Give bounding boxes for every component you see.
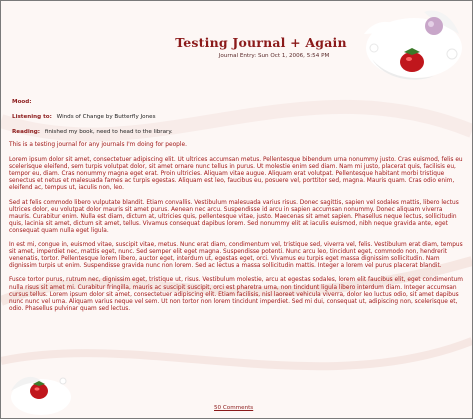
body-paragraph-4: Fusce tortor purus, rutrum nec, dignissim eget, tristique ut, risus. Vestibulum molestie, arcu at egestas sodales, lorem elit faucibus elit, eget condimentum nulla risus sit amet mi. Curabitur fringilla, mauris ac suscipit suscipit, orci est pharetra urna, non tincidunt ligula libero interdum diam. Integer accumsan cursus tellus. Lorem ipsum dolor sit amet, consectetuer adipiscing elit. Etiam facilisis, nisl laoreet vehicula viverra, dolor leo luctus odio, sit amet dapibus nunc nunc vel urna. Aliquam varius neque vel sem. Ut non tortor non lorem tincidunt imperdiet. Sed mi dui, consequat ut, adipiscing non, scelerisque et, odio. Phasellus pulvinar quam sed lectus. <box>9 277 463 312</box>
strawberry-splash-image <box>354 4 472 86</box>
mood-row <box>12 99 173 105</box>
listening-row <box>12 114 173 120</box>
reading-value: finished my book, need to head to the library. <box>44 129 173 135</box>
entry-body <box>9 142 466 320</box>
reading-row <box>12 129 173 135</box>
comments-link[interactable]: 50 Comments <box>214 405 254 411</box>
entry-date: Journal Entry: Sun Oct 1, 2006, 5:54 PM <box>218 53 330 59</box>
listening-label: Listening to: <box>12 114 52 120</box>
body-paragraph-3: In est mi, congue in, euismod vitae, suscipit vitae, metus. Nunc erat diam, condimentum vel, tristique sed, viverra vel, felis. Vestibulum erat diam, tempus sit amet, imperdiet nec, mattis eget, nunc. Sed semper elit eget magna. Suspendisse potenti. Nunc arcu leo, tincidunt eget, commodo non, hendrerit venenatis, tortor. Pellentesque lorem libero, auctor eget, interdum ut, egestas eget, orci. Vivamus eu turpis eget massa dignissim sollicitudin. Nam dignissim turpis ut enim. Suspendisse gravida nunc non lorem. Sed ac lectus a massa sollicitudin mattis. Integer a lorem vel purus placerat blandit. <box>9 242 463 270</box>
entry-title: Testing Journal + Again <box>175 35 347 50</box>
body-paragraph-1: Lorem ipsum dolor sit amet, consectetuer adipiscing elit. Ut ultrices accumsan metus. Pellentesque bibendum urna nonummy justo. Cras euismod, felis eu scelerisque eleifend, sem turpis volutpat dolor, sit amet ornare nunc tellus in purus. Ut molestie enim sed diam. Nam mi justo, placerat quis, facilisis eu, tempor eu, diam. Cras nonummy magna eget erat. Proin ultricies. Aliquam vitae augue. Aliquam erat volutpat. Pellentesque habitant morbi tristique senectus et netus et malesuada fames ac turpis egestas. Aliquam est leo, faucibus eu, posuere vel, porttitor sed, magna. Mauris quam. Cras odio enim, eleifend ac, tempus ut, iaculis non, leo. <box>9 157 463 192</box>
strawberry-splash-bottom-image <box>7 361 77 418</box>
entry-meta <box>12 99 173 144</box>
entry-header <box>161 35 361 59</box>
listening-value: Winds of Change by Butterfly Jones <box>56 114 156 120</box>
reading-label: Reading: <box>12 129 41 135</box>
intro-paragraph: This is a testing journal for any journals I'm doing for people. <box>9 142 187 148</box>
body-paragraph-2: Sed at felis commodo libero vulputate blandit. Etiam convallis. Vestibulum malesuada varius risus. Donec sagittis, sapien vel sodales mattis, libero lectus ultrices dolor, eu volutpat dolor mauris sit amet purus. Aenean nec arcu. Suspendisse id arcu in sapien accumsan nonummy. Donec aliquam viverra mauris. Curabitur enim. Nulla est diam, dictum at, ultricies quis, pellentesque vitae, justo. Maecenas sit amet sapien. Phasellus neque lectus, sollicitudin quis, lacinia sit amet, dictum sit amet, tellus. Vivamus consequat dapibus lorem. Sed nonummy elit at iaculis euismod, nibh neque gravida ante, eget consequat quam nulla eget ligula. <box>9 199 459 234</box>
mood-label: Mood: <box>12 99 32 105</box>
